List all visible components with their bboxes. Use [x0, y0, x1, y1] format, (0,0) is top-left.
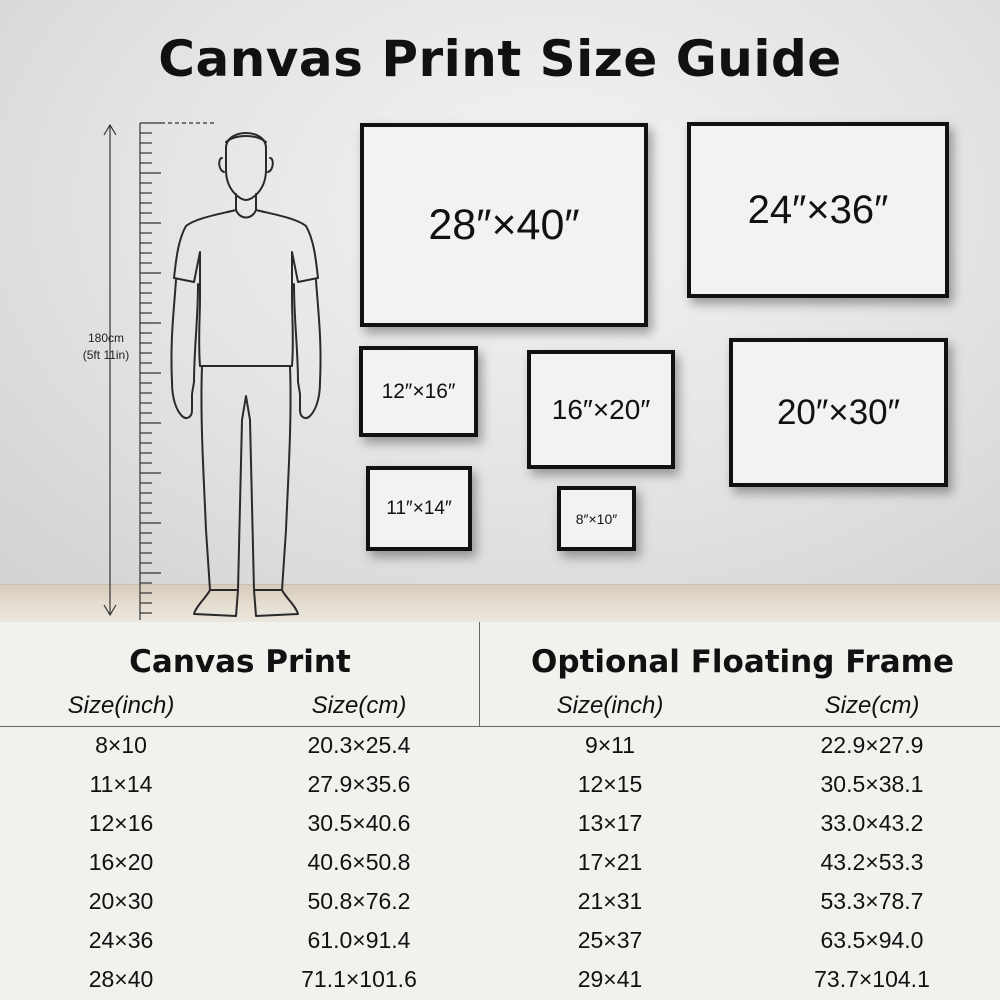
- frame-16x20: [527, 350, 675, 469]
- frame-size-cm: 73.7×104.1: [814, 966, 930, 992]
- canvas-size-inch: 20×30: [88, 888, 154, 914]
- frame-16x20-label: 16″×20″: [551, 393, 651, 425]
- frame-24x36-label: 24″×36″: [747, 187, 889, 232]
- canvas-print-title: Canvas Print: [129, 644, 351, 680]
- frame-size-cm: 33.0×43.2: [820, 810, 924, 836]
- canvas-size-inch: 16×20: [88, 849, 154, 875]
- frame-12x16: [359, 346, 478, 437]
- canvas-size-cm: 30.5×40.6: [307, 810, 411, 836]
- canvas-col-inch: Size(inch): [67, 692, 175, 719]
- frame-20x30-label: 20″×30″: [776, 392, 901, 432]
- canvas-size-cm: 27.9×35.6: [307, 771, 411, 797]
- frame-8x10-label: 8″×10″: [575, 510, 618, 527]
- frame-col-inch: Size(inch): [556, 692, 664, 719]
- frame-size-inch: 9×11: [584, 732, 636, 758]
- height-label-ftin: (5ft 11in): [82, 348, 130, 362]
- canvas-size-cm: 50.8×76.2: [307, 888, 411, 914]
- frame-size-cm: 43.2×53.3: [820, 849, 924, 875]
- height-label: [72, 330, 140, 364]
- table-header-line: [0, 726, 1000, 727]
- floating-frame-title: Optional Floating Frame: [531, 644, 954, 680]
- canvas-size-inch: 11×14: [89, 771, 153, 797]
- frame-11x14: [366, 466, 472, 551]
- canvas-size-cm: 71.1×101.6: [301, 966, 417, 992]
- canvas-size-cm: 20.3×25.4: [307, 732, 411, 758]
- frame-size-inch: 12×15: [577, 771, 643, 797]
- page-title: Canvas Print Size Guide: [158, 30, 842, 88]
- canvas-size-inch: 28×40: [88, 966, 154, 992]
- frame-size-inch: 17×21: [577, 849, 643, 875]
- canvas-size-inch: 12×16: [88, 810, 154, 836]
- frame-size-inch: 21×31: [577, 888, 643, 914]
- frame-12x16-label: 12″×16″: [381, 379, 456, 403]
- person-silhouette-icon: [160, 120, 340, 625]
- frame-size-cm: 53.3×78.7: [820, 888, 924, 914]
- frame-size-inch: 29×41: [577, 966, 643, 992]
- frame-20x30: [729, 338, 948, 487]
- canvas-size-inch: 24×36: [88, 927, 154, 953]
- frame-size-inch: 13×17: [577, 810, 643, 836]
- frame-size-cm: 22.9×27.9: [820, 732, 924, 758]
- frame-col-cm: Size(cm): [824, 692, 920, 719]
- canvas-col-cm: Size(cm): [311, 692, 407, 719]
- frame-8x10: [557, 486, 636, 551]
- table-divider: [479, 622, 480, 726]
- canvas-size-cm: 61.0×91.4: [307, 927, 411, 953]
- height-label-cm: 180cm: [87, 331, 125, 345]
- frame-size-cm: 30.5×38.1: [820, 771, 924, 797]
- canvas-size-inch: 8×10: [95, 732, 147, 758]
- canvas-size-cm: 40.6×50.8: [307, 849, 411, 875]
- frame-28x40: [360, 123, 648, 327]
- frame-24x36: [687, 122, 949, 298]
- frame-11x14-label: 11″×14″: [386, 497, 452, 519]
- frame-size-inch: 25×37: [577, 927, 643, 953]
- frame-28x40-label: 28″×40″: [428, 200, 580, 249]
- frame-size-cm: 63.5×94.0: [820, 927, 924, 953]
